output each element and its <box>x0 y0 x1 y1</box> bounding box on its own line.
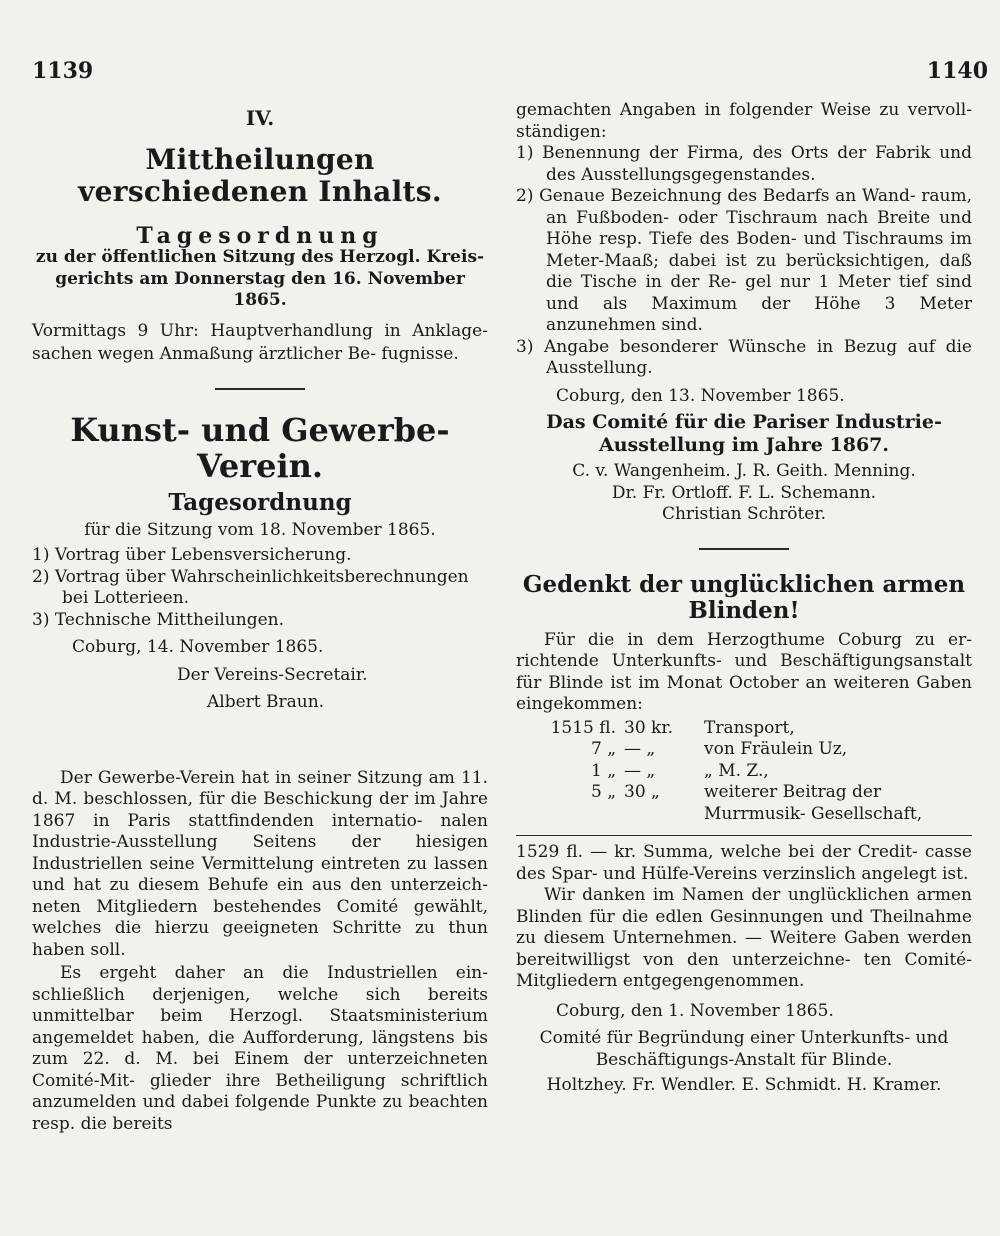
verein-item-2: 2) Vortrag über Wahrscheinlichkeitsberechnungen bei Lotterieen. <box>32 566 469 608</box>
point-3: 3) Angabe besonderer Wünsche in Bezug auf die Ausstellung. <box>516 336 972 378</box>
committee-members-2: Dr. Fr. Ortloff. F. L. Schemann. <box>611 482 877 503</box>
verein-title: Kunst- und Gewerbe-Verein. <box>70 410 450 485</box>
sum-rule <box>516 835 972 836</box>
blind-place-date: Coburg, den 1. November 1865. <box>556 1000 834 1021</box>
verein-place-date: Coburg, 14. November 1865. <box>72 637 324 657</box>
agenda-year: 1865. <box>233 290 287 310</box>
donation-kreuzer: 30 kr. <box>624 717 673 738</box>
verein-role: Der Vereins-Secretair. <box>177 664 368 685</box>
committee-title: Das Comité für die Pariser Industrie- Ausstellung im Jahre 1867. <box>546 411 942 456</box>
blind-intro: Für die in dem Herzogthume Coburg zu er- richtende Unterkunfts- und Beschäftigungsanstalt für Blinde ist im Monat October an weiteren Gaben eingekommen: <box>516 629 972 714</box>
section-divider <box>215 388 305 390</box>
donation-source: von Fräulein Uz, <box>704 739 848 759</box>
notice-paragraph-1: Der Gewerbe-Verein hat in seiner Sitzung am 11. d. M. beschlossen, für die Beschickung der im Jahre 1867 in Paris stattfindenden internatio- nalen Industrie-Ausstellung Seitens der hiesigen Industriellen seine Vermittelung eintreten zu lassen und hat zu diesem Behufe ein aus den unterzeich- neten Mitgliedern bestehendes Comité gewählt, welches die hierzu geeigneten Schritte zu thun haben soll. <box>32 767 488 960</box>
donation-florin: 5 „ <box>590 782 616 802</box>
point-2: 2) Genaue Bezeichnung des Bedarfs an Wand- raum, an Fußboden- oder Tischraum nach Breite und Höhe resp. Tiefe des Boden- und Tischraums im Meter-Maaß; dabei ist zu berücksichtigen, daß die Tische in der Re- gel nur 1 Meter tief sind und als Maximum der Höhe 3 Meter anzunehmen sind. <box>516 186 972 335</box>
verein-item-3: 3) Technische Mittheilungen. <box>32 609 285 630</box>
blind-sum: 1529 fl. — kr. Summa, welche bei der Credit- casse des Spar- und Hülfe-Vereins verzinslich angelegt ist. <box>516 842 972 884</box>
verein-name: Albert Braun. <box>207 692 325 712</box>
donation-row <box>516 782 972 825</box>
notice-paragraph-2: Es ergeht daher an die Industriellen ein- schließlich derjenigen, welche sich bereits unmittelbar beim Herzogl. Staatsministerium angemeldet haben, die Aufforderung, längstens bis zum 22. d. M. bei Einem der unterzeichneten Comité-Mit- glieder ihre Betheiligung schriftlich anzumelden und dabei folgende Punkte zu beachten resp. die bereits <box>32 963 488 1134</box>
section-numeral: IV. <box>245 106 275 130</box>
agenda-line-1: zu der öffentlichen Sitzung des Herzogl. Kreis- <box>35 247 485 267</box>
blind-committee: Comité für Begründung einer Unterkunfts- und Beschäftigungs-Anstalt für Blinde. <box>539 1028 949 1070</box>
donation-list <box>516 718 972 826</box>
left-column <box>32 100 488 1135</box>
agenda-line-2: gerichts am Donnerstag den 16. November <box>55 268 465 289</box>
agenda-body: Vormittags 9 Uhr: Hauptverhandlung in Anklage- sachen wegen Anmaßung ärztlicher Be- fugnisse. <box>32 320 488 364</box>
committee-place-date: Coburg, den 13. November 1865. <box>556 385 845 406</box>
donation-florin: 7 „ <box>590 739 616 759</box>
donation-kreuzer: — „ <box>624 760 656 781</box>
section-divider <box>699 548 789 550</box>
donation-row <box>516 718 972 740</box>
committee-members-1: C. v. Wangenheim. J. R. Geith. Menning. <box>572 461 916 481</box>
point-1: 1) Benennung der Firma, des Orts der Fabrik und des Ausstellungsgegenstandes. <box>516 143 972 185</box>
continuation-text: gemachten Angaben in folgender Weise zu vervoll- ständigen: <box>516 100 972 142</box>
donation-kreuzer: 30 „ <box>624 782 660 802</box>
donation-florin: 1515 fl. <box>550 717 616 738</box>
donation-row <box>516 739 972 761</box>
donation-source: Transport, <box>704 717 795 738</box>
donation-kreuzer: — „ <box>624 739 656 759</box>
page-number-right: 1140 <box>926 58 988 84</box>
section-title: Mittheilungen verschiedenen Inhalts. <box>78 142 442 208</box>
donation-source: weiterer Beitrag der Murrmusik- Gesellschaft, <box>704 782 923 824</box>
verein-item-1: 1) Vortrag über Lebensversicherung. <box>32 545 352 565</box>
donation-row <box>516 761 972 783</box>
right-column <box>516 100 972 1097</box>
page-number-left: 1139 <box>32 58 94 84</box>
verein-date-line: für die Sitzung vom 18. November 1865. <box>84 519 436 540</box>
donation-source: „ M. Z., <box>704 760 769 781</box>
blind-title: Gedenkt der unglücklichen armen Blinden! <box>522 570 966 624</box>
verein-subtitle: Tagesordnung <box>168 488 352 516</box>
blind-thanks: Wir danken im Namen der unglücklichen armen Blinden für die edlen Gesinnungen und Theilnahme zu diesem Unternehmen. — Weitere Gaben werden bereitwilligst von den unterzeichne- ten Comité-Mitgliedern entgegengenommen. <box>516 885 972 991</box>
blind-signers: Holtzhey. Fr. Wendler. E. Schmidt. H. Kramer. <box>546 1075 942 1095</box>
donation-florin: 1 „ <box>590 760 616 781</box>
agenda-heading: Tagesordnung <box>136 222 384 249</box>
committee-members-3: Christian Schröter. <box>661 504 827 524</box>
spacer <box>32 714 488 768</box>
